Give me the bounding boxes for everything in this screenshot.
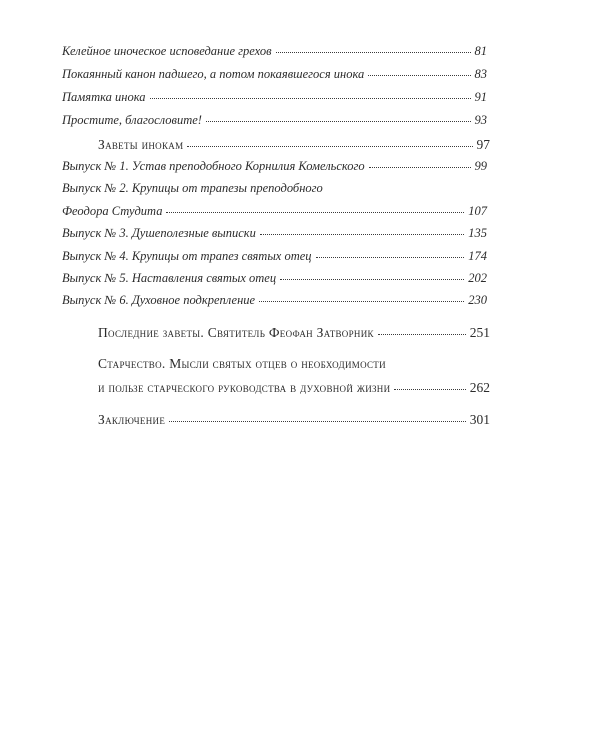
leader-dots [259,301,464,302]
toc-entry-title-line: Выпуск № 2. Крупицы от трапезы преподобного [62,181,323,195]
toc-entry-title: Покаянный канон падшего, а потом покаявшегося инока [62,67,365,81]
toc-entry-page: 93 [474,113,487,127]
leader-dots [150,98,471,99]
toc-section [98,381,490,395]
toc-section-title: Заключение [98,412,166,427]
toc-section-title: Заветы инокам [98,137,184,152]
toc-section-page: 251 [469,325,490,340]
toc-section-title: и пользе старческого руководства в духовной жизни [98,380,391,395]
toc-entry-page: 81 [474,44,487,58]
toc-section [98,413,490,427]
leader-dots [368,75,470,76]
toc-entry [62,68,487,81]
toc-entry-title: Феодора Студита [62,204,163,218]
toc-entry-page: 174 [468,249,487,263]
leader-dots [206,121,471,122]
toc-entry [62,160,487,173]
toc-entry [62,272,487,285]
toc-entry-page: 83 [474,67,487,81]
toc-entry-title: Выпуск № 4. Крупицы от трапез святых отец [62,249,312,263]
toc-section [98,326,490,340]
toc-entry-page: 230 [468,293,487,307]
toc-entry [62,205,487,218]
toc-entry-title: Выпуск № 5. Наставления святых отец [62,271,277,285]
leader-dots [276,52,471,53]
leader-dots [169,421,466,422]
toc-entry-page: 99 [474,159,487,173]
toc-section-page: 262 [469,380,490,395]
toc-entry [62,91,487,104]
toc-section [98,138,490,152]
toc-entry-title: Выпуск № 6. Духовное подкрепление [62,293,256,307]
leader-dots [260,234,464,235]
toc-section-page: 97 [476,137,490,152]
toc-entry-title: Выпуск № 1. Устав преподобного Корнилия Комельского [62,159,365,173]
toc-section-title-line: Старчество. Мысли святых отцев о необходимости [98,356,386,371]
toc-entry-page: 91 [474,90,487,104]
leader-dots [369,167,471,168]
toc-entry [62,294,487,307]
toc-entry-title: Выпуск № 3. Душеполезные выписки [62,226,256,240]
toc-entry-title: Простите, благословите! [62,113,202,127]
leader-dots [378,334,466,335]
toc-entry-page: 202 [468,271,487,285]
leader-dots [316,257,465,258]
leader-dots [280,279,464,280]
toc-entry [62,227,487,240]
toc-entry [62,114,487,127]
toc-section-title: Последние заветы. Святитель Феофан Затворник [98,325,374,340]
toc-section-page: 301 [469,412,490,427]
leader-dots [187,146,472,147]
toc-entry-title: Памятка инока [62,90,146,104]
toc-entry-page: 107 [468,204,487,218]
toc-entry [62,45,487,58]
toc-entry [62,250,487,263]
toc-entry-page: 135 [468,226,487,240]
toc-entry-title: Келейное иноческое исповедание грехов [62,44,272,58]
leader-dots [394,389,465,390]
leader-dots [166,212,464,213]
